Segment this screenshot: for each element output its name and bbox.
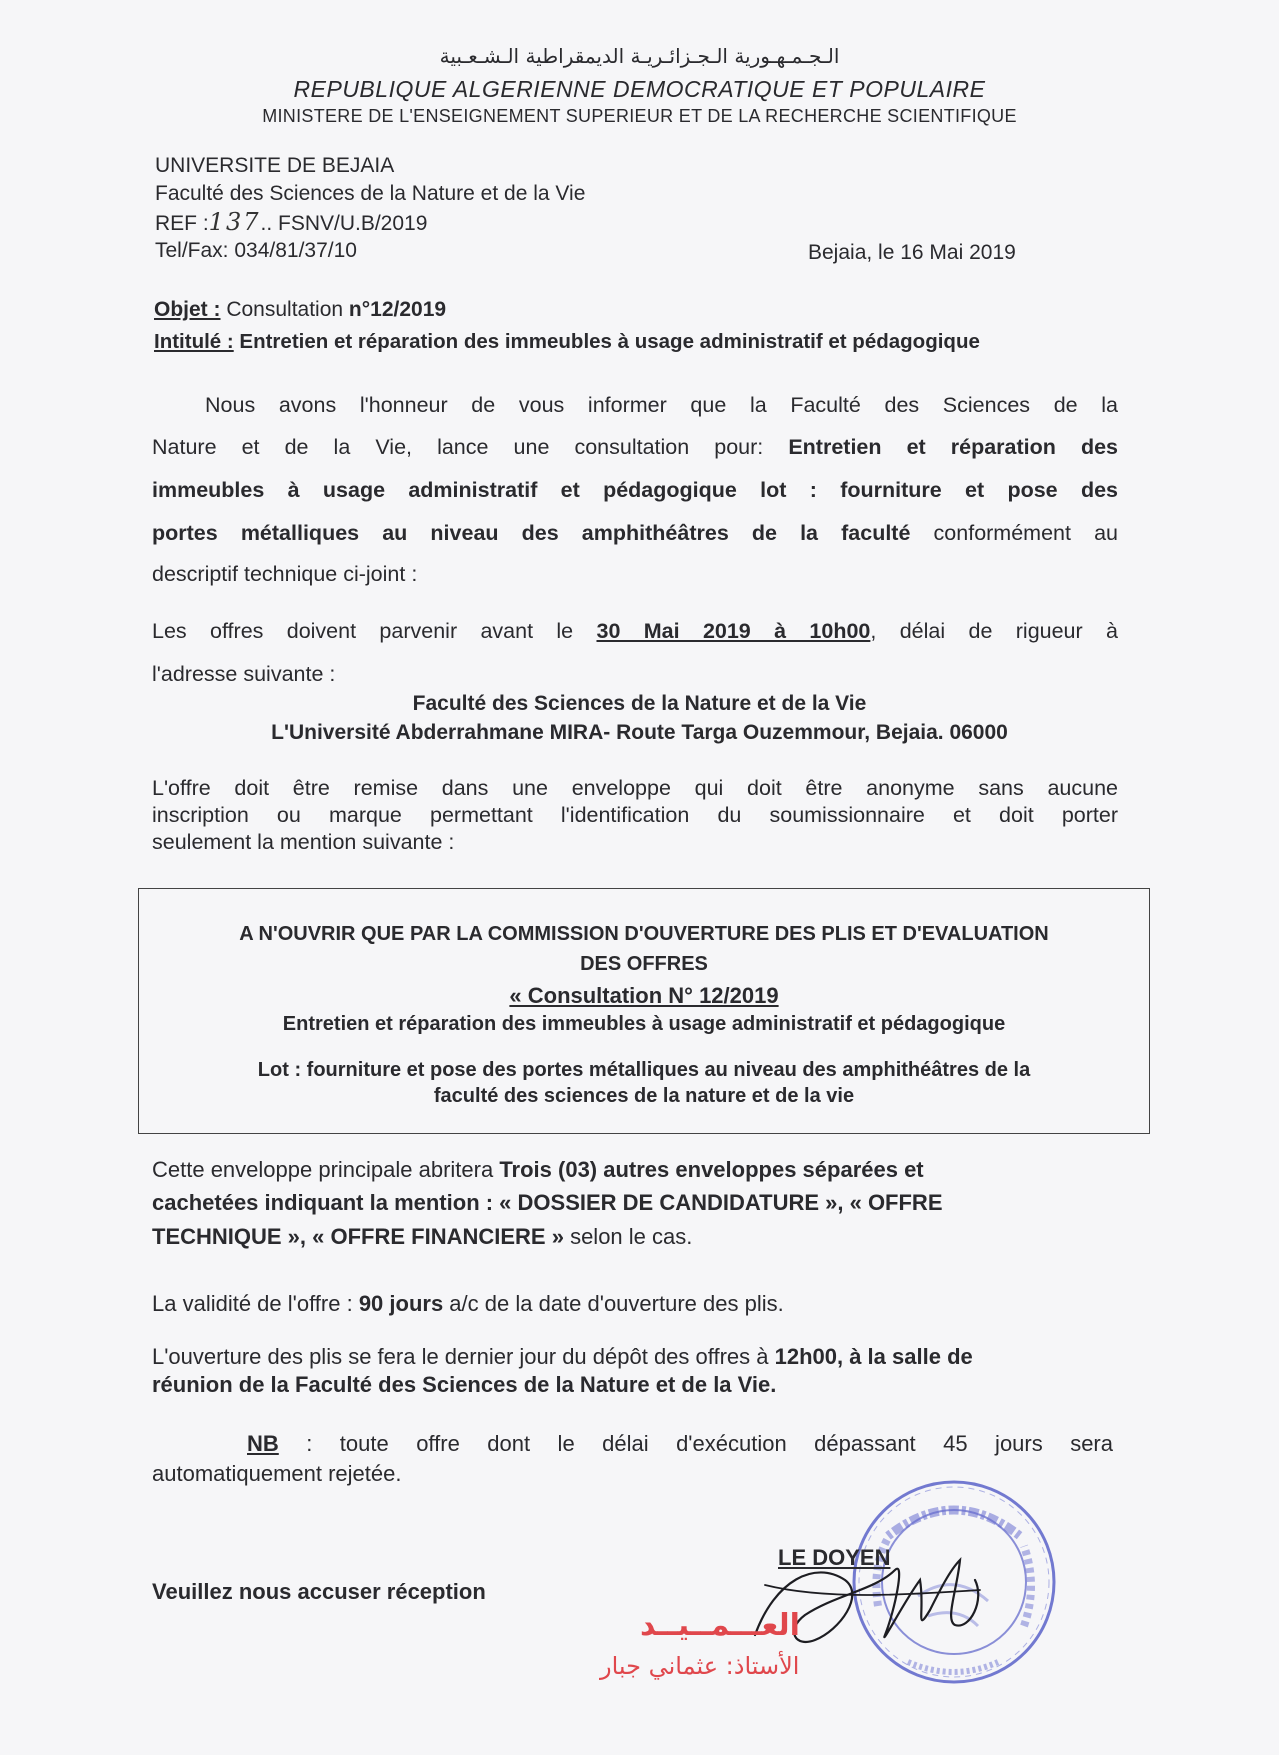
body-p1-line3: immeubles à usage administratif et pédagogique lot : fourniture et pose des <box>152 478 1118 502</box>
body-p1-line5: descriptif technique ci-joint : <box>152 562 418 586</box>
intitule-label: Intitulé : <box>154 330 234 353</box>
nb-label: NB <box>247 1431 279 1456</box>
opening-b: 12h00, à la salle de <box>774 1344 973 1369</box>
opening-a: L'ouverture des plis se fera le dernier jour du dépôt des offres à <box>152 1344 775 1369</box>
body-p2-line2: l'adresse suivante : <box>152 662 336 686</box>
signatory-title: LE DOYEN <box>778 1545 891 1570</box>
republic-header: REPUBLIQUE ALGERIENNE DEMOCRATIQUE ET POPULAIRE <box>293 76 986 102</box>
box-line3 <box>139 983 1149 1009</box>
box-line4: Entretien et réparation des immeubles à usage administratif et pédagogique <box>282 1013 1006 1035</box>
faculty-name: Faculté des Sciences de la Nature et de la Vie <box>155 182 586 205</box>
intitule-line <box>154 330 980 354</box>
objet-text: Consultation <box>220 298 349 321</box>
body-p2-line1 <box>152 619 1118 644</box>
reference-line <box>155 208 427 238</box>
body-p4-line2: cachetées indiquant la mention : « DOSSIER DE CANDIDATURE », « OFFRE <box>152 1190 943 1215</box>
address-line2: L'Université Abderrahmane MIRA- Route Targa Ouzemmour, Bejaia. 06000 <box>271 721 1008 744</box>
body-p1-line1: Nous avons l'honneur de vous informer que la Faculté des Sciences de la <box>205 393 1118 417</box>
body-p4-line1 <box>152 1157 1118 1183</box>
body-p4-a: Cette enveloppe principale abritera <box>152 1157 500 1182</box>
address-line1: Faculté des Sciences de la Nature et de la Vie <box>412 692 867 715</box>
ref-number-handwritten: 137 <box>208 208 261 236</box>
deadline: 30 Mai 2019 à 10h00 <box>596 619 871 643</box>
body-p3-line3: seulement la mention suivante : <box>152 830 455 854</box>
box-line5: Lot : fourniture et pose des portes métalliques au niveau des amphithéâtres de la <box>257 1059 1031 1081</box>
ministry-header: MINISTERE DE L'ENSEIGNEMENT SUPERIEUR ET DE LA RECHERCHE SCIENTIFIQUE <box>262 106 1017 126</box>
objet-label: Objet : <box>154 298 221 321</box>
objet-line <box>154 298 446 322</box>
validity-line <box>152 1291 1118 1317</box>
opening-line2: réunion de la Faculté des Sciences de la Nature et de la Vie. <box>152 1372 777 1397</box>
ref-suffix: .. FSNV/U.B/2019 <box>260 212 428 235</box>
box-line6: faculté des sciences de la nature et de la vie <box>433 1085 855 1107</box>
ref-prefix: REF : <box>155 212 209 235</box>
body-p2-a: Les offres doivent parvenir avant le <box>152 619 597 643</box>
body-p1-line4-b: conformément au <box>910 521 1118 545</box>
body-p4-b: Trois (03) autres enveloppes séparées et <box>499 1157 924 1182</box>
closing-line: Veuillez nous accuser réception <box>152 1579 486 1604</box>
body-p1-line2 <box>152 435 1118 460</box>
body-p3-line1: L'offre doit être remise dans une enveloppe qui doit être anonyme sans aucune <box>152 776 1118 800</box>
validity-a: La validité de l'offre : <box>152 1291 359 1316</box>
nb-line1 <box>247 1431 1113 1457</box>
body-p4-line3 <box>152 1224 1118 1250</box>
box-line2: DES OFFRES <box>580 953 708 975</box>
red-stamp-title: العـــمــيــد <box>640 1608 800 1643</box>
nb-line2: automatiquement rejetée. <box>152 1461 402 1486</box>
body-p3-line2: inscription ou marque permettant l'identification du soumissionnaire et doit porter <box>152 803 1118 827</box>
body-p1-line2-b: Entretien et réparation des <box>788 435 1118 459</box>
arabic-header: الـجـمـهـورية الـجـزائـريـة الديمقراطية الـشـعـبية <box>439 44 840 68</box>
letter-date: Bejaia, le 16 Mai 2019 <box>808 241 1016 264</box>
university-name: UNIVERSITE DE BEJAIA <box>155 154 395 177</box>
red-stamp-name: الأستاذ: عثماني جبار <box>600 1652 800 1680</box>
box-consultation: « Consultation N° 12/2019 <box>509 983 779 1008</box>
body-p1-line4 <box>152 521 1118 546</box>
intitule-text: Entretien et réparation des immeubles à usage administratif et pédagogique <box>233 330 980 353</box>
envelope-mention-box <box>138 888 1150 1134</box>
body-p2-b: , délai de rigueur à <box>870 619 1118 643</box>
objet-number: n°12/2019 <box>348 298 447 321</box>
validity-c: a/c de la date d'ouverture des plis. <box>443 1291 784 1316</box>
telfax: Tel/Fax: 034/81/37/10 <box>155 239 357 262</box>
box-line1: A N'OUVRIR QUE PAR LA COMMISSION D'OUVERTURE DES PLIS ET D'EVALUATION <box>239 923 1049 945</box>
body-p1-line4-a: portes métalliques au niveau des amphithéâtres de la faculté <box>152 521 911 545</box>
body-p4-d: selon le cas. <box>563 1224 693 1249</box>
body-p4-c: TECHNIQUE », « OFFRE FINANCIERE » <box>152 1224 564 1249</box>
body-p1-line2-a: Nature et de la Vie, lance une consultation pour: <box>152 435 789 459</box>
opening-line1 <box>152 1344 1118 1370</box>
validity-days: 90 jours <box>358 1291 444 1316</box>
nb-text: : toute offre dont le délai d'exécution dépassant 45 jours sera <box>278 1431 1113 1456</box>
